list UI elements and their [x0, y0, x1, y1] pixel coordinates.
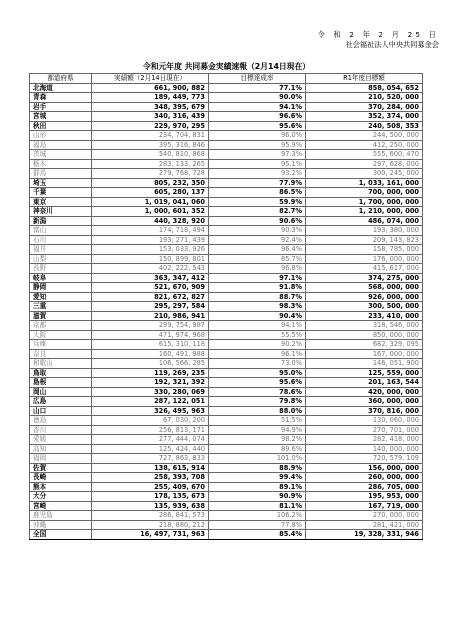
actual-cell: 471, 974, 968	[92, 330, 209, 340]
rate-cell: 99.4%	[209, 473, 306, 483]
target-cell: 850, 000, 000	[306, 330, 423, 340]
prefecture-cell: 宮城	[30, 112, 92, 122]
target-cell: 270, 000, 000	[306, 511, 423, 521]
actual-cell: 119, 269, 235	[92, 368, 209, 378]
table-row	[30, 482, 423, 492]
actual-cell: 160, 491, 988	[92, 349, 209, 359]
organization-name: 社会福祉法人中央共同募金会	[345, 40, 439, 49]
rate-cell: 81.1%	[209, 501, 306, 511]
total-rate: 85.4%	[209, 530, 306, 540]
target-cell: 318, 546, 000	[306, 321, 423, 331]
table-row	[30, 387, 423, 397]
actual-cell: 256, 813, 171	[92, 425, 209, 435]
table-row	[30, 283, 423, 293]
table-row	[30, 511, 423, 521]
target-cell: 486, 074, 000	[306, 216, 423, 226]
target-cell: 370, 284, 000	[306, 102, 423, 112]
rate-cell: 89.6%	[209, 444, 306, 454]
rate-cell: 82.7%	[209, 207, 306, 217]
table-row	[30, 340, 423, 350]
target-cell: 140, 000, 000	[306, 444, 423, 454]
target-cell: 270, 701, 000	[306, 425, 423, 435]
table-header-row	[30, 74, 423, 84]
rate-cell: 77.1%	[209, 83, 306, 93]
table-row	[30, 83, 423, 93]
table-row	[30, 216, 423, 226]
rate-cell: 90.3%	[209, 226, 306, 236]
actual-cell: 605, 280, 137	[92, 188, 209, 198]
target-cell: 233, 410, 000	[306, 311, 423, 321]
actual-cell: 174, 718, 494	[92, 226, 209, 236]
prefecture-cell: 三重	[30, 302, 92, 312]
actual-cell: 363, 347, 412	[92, 273, 209, 283]
actual-cell: 727, 863, 833	[92, 454, 209, 464]
table-row	[30, 188, 423, 198]
target-cell: 1, 033, 161, 000	[306, 178, 423, 188]
actual-cell: 295, 297, 584	[92, 302, 209, 312]
target-cell: 420, 000, 000	[306, 387, 423, 397]
target-cell: 195, 953, 000	[306, 492, 423, 502]
prefecture-cell: 福井	[30, 245, 92, 255]
table-row	[30, 321, 423, 331]
prefecture-cell: 宮崎	[30, 501, 92, 511]
target-cell: 193, 380, 000	[306, 226, 423, 236]
prefecture-cell: 大阪	[30, 330, 92, 340]
actual-cell: 106, 566, 285	[92, 359, 209, 369]
report-date: 令 和 2 年 2 月 25 日	[317, 30, 439, 39]
prefecture-cell: 京都	[30, 321, 92, 331]
prefecture-cell: 秋田	[30, 121, 92, 131]
table-row	[30, 463, 423, 473]
target-cell: 682, 329, 095	[306, 340, 423, 350]
prefecture-cell: 鹿児島	[30, 511, 92, 521]
table-row	[30, 406, 423, 416]
rate-cell: 97.3%	[209, 150, 306, 160]
prefecture-cell: 千葉	[30, 188, 92, 198]
table-row	[30, 264, 423, 274]
actual-cell: 326, 495, 963	[92, 406, 209, 416]
column-header-target: R1年度目標額	[306, 74, 423, 84]
prefecture-cell: 長崎	[30, 473, 92, 483]
prefecture-cell: 滋賀	[30, 311, 92, 321]
rate-cell: 90.9%	[209, 492, 306, 502]
actual-cell: 234, 704, 831	[92, 131, 209, 141]
actual-cell: 395, 316, 846	[92, 140, 209, 150]
rate-cell: 89.1%	[209, 482, 306, 492]
rate-cell: 85.7%	[209, 254, 306, 264]
table-row	[30, 302, 423, 312]
prefecture-cell: 埼玉	[30, 178, 92, 188]
prefecture-cell: 山口	[30, 406, 92, 416]
table-row	[30, 292, 423, 302]
table-row	[30, 397, 423, 407]
table-row	[30, 330, 423, 340]
target-cell: 412, 250, 000	[306, 140, 423, 150]
prefecture-cell: 青森	[30, 93, 92, 103]
target-cell: 297, 628, 000	[306, 159, 423, 169]
target-cell: 370, 816, 000	[306, 406, 423, 416]
rate-cell: 96.6%	[209, 112, 306, 122]
prefecture-cell: 和歌山	[30, 359, 92, 369]
prefecture-cell: 福岡	[30, 454, 92, 464]
actual-cell: 521, 670, 909	[92, 283, 209, 293]
rate-cell: 92.4%	[209, 235, 306, 245]
table-row	[30, 150, 423, 160]
rate-cell: 97.1%	[209, 273, 306, 283]
table-row	[30, 140, 423, 150]
table-row	[30, 235, 423, 245]
rate-cell: 88.7%	[209, 292, 306, 302]
actual-cell: 229, 970, 295	[92, 121, 209, 131]
actual-cell: 153, 033, 926	[92, 245, 209, 255]
target-cell: 281, 421, 000	[306, 520, 423, 530]
target-cell: 720, 579, 109	[306, 454, 423, 464]
target-cell: 374, 275, 000	[306, 273, 423, 283]
total-actual: 16, 497, 731, 963	[92, 530, 209, 540]
actual-cell: 210, 986, 941	[92, 311, 209, 321]
actual-cell: 821, 672, 827	[92, 292, 209, 302]
actual-cell: 258, 393, 708	[92, 473, 209, 483]
rate-cell: 77.8%	[209, 520, 306, 530]
prefecture-cell: 茨城	[30, 150, 92, 160]
target-cell: 130, 060, 000	[306, 416, 423, 426]
actual-cell: 805, 232, 350	[92, 178, 209, 188]
rate-cell: 94.1%	[209, 102, 306, 112]
prefecture-cell: 鳥取	[30, 368, 92, 378]
rate-cell: 86.5%	[209, 188, 306, 198]
rate-cell: 90.2%	[209, 340, 306, 350]
prefecture-cell: 沖縄	[30, 520, 92, 530]
rate-cell: 96.0%	[209, 131, 306, 141]
prefecture-cell: 神奈川	[30, 207, 92, 217]
table-row	[30, 359, 423, 369]
prefecture-cell: 岩手	[30, 102, 92, 112]
actual-cell: 218, 880, 212	[92, 520, 209, 530]
target-cell: 1, 210, 000, 000	[306, 207, 423, 217]
rate-cell: 95.9%	[209, 140, 306, 150]
table-row	[30, 159, 423, 169]
rate-cell: 95.0%	[209, 368, 306, 378]
rate-cell: 73.0%	[209, 359, 306, 369]
table-row	[30, 169, 423, 179]
rate-cell: 79.8%	[209, 397, 306, 407]
actual-cell: 402, 222, 543	[92, 264, 209, 274]
prefecture-cell: 熊本	[30, 482, 92, 492]
target-cell: 555, 600, 470	[306, 150, 423, 160]
table-row	[30, 178, 423, 188]
actual-cell: 279, 768, 728	[92, 169, 209, 179]
table-row	[30, 378, 423, 388]
target-cell: 700, 000, 000	[306, 188, 423, 198]
target-cell: 244, 500, 000	[306, 131, 423, 141]
prefecture-cell: 奈良	[30, 349, 92, 359]
rate-cell: 90.0%	[209, 93, 306, 103]
prefecture-cell: 山梨	[30, 254, 92, 264]
table-total-row	[30, 530, 423, 540]
rate-cell: 96.4%	[209, 245, 306, 255]
target-cell: 240, 508, 353	[306, 121, 423, 131]
rate-cell: 95.1%	[209, 159, 306, 169]
prefecture-cell: 長野	[30, 264, 92, 274]
actual-cell: 299, 754, 987	[92, 321, 209, 331]
actual-cell: 615, 310, 118	[92, 340, 209, 350]
table-row	[30, 501, 423, 511]
prefecture-cell: 栃木	[30, 159, 92, 169]
column-header-rate: 目標達成率	[209, 74, 306, 84]
column-header-actual: 実績額（2月14日現在）	[92, 74, 209, 84]
actual-cell: 67, 030, 200	[92, 416, 209, 426]
target-cell: 360, 000, 000	[306, 397, 423, 407]
target-cell: 125, 559, 000	[306, 368, 423, 378]
prefecture-cell: 愛知	[30, 292, 92, 302]
actual-cell: 340, 316, 439	[92, 112, 209, 122]
table-row	[30, 492, 423, 502]
table-row	[30, 226, 423, 236]
target-cell: 176, 000, 000	[306, 254, 423, 264]
rate-cell: 91.8%	[209, 283, 306, 293]
prefecture-cell: 岡山	[30, 387, 92, 397]
target-cell: 210, 520, 000	[306, 93, 423, 103]
table-row	[30, 349, 423, 359]
table-row	[30, 416, 423, 426]
table-row	[30, 254, 423, 264]
table-row	[30, 425, 423, 435]
target-cell: 167, 719, 000	[306, 501, 423, 511]
table-body	[30, 83, 423, 530]
prefecture-cell: 山形	[30, 131, 92, 141]
prefecture-cell: 石川	[30, 235, 92, 245]
target-cell: 156, 000, 000	[306, 463, 423, 473]
target-cell: 158, 785, 000	[306, 245, 423, 255]
rate-cell: 78.6%	[209, 387, 306, 397]
table-row	[30, 368, 423, 378]
table-row	[30, 273, 423, 283]
rate-cell: 95.6%	[209, 378, 306, 388]
target-cell: 209, 143, 823	[306, 235, 423, 245]
table-row	[30, 207, 423, 217]
target-cell: 568, 000, 000	[306, 283, 423, 293]
table-row	[30, 112, 423, 122]
prefecture-cell: 静岡	[30, 283, 92, 293]
table-row	[30, 131, 423, 141]
prefecture-cell: 佐賀	[30, 463, 92, 473]
table-row	[30, 93, 423, 103]
prefecture-cell: 大分	[30, 492, 92, 502]
rate-cell: 90.4%	[209, 311, 306, 321]
prefecture-cell: 群馬	[30, 169, 92, 179]
rate-cell: 98.2%	[209, 435, 306, 445]
prefecture-cell: 広島	[30, 397, 92, 407]
rate-cell: 51.5%	[209, 416, 306, 426]
table-row	[30, 121, 423, 131]
column-header-prefecture: 都道府県	[30, 74, 92, 84]
actual-cell: 193, 271, 439	[92, 235, 209, 245]
rate-cell: 106.2%	[209, 511, 306, 521]
target-cell: 352, 374, 000	[306, 112, 423, 122]
actual-cell: 330, 280, 069	[92, 387, 209, 397]
prefecture-cell: 新潟	[30, 216, 92, 226]
table-row	[30, 473, 423, 483]
rate-cell: 94.9%	[209, 425, 306, 435]
prefecture-cell: 高知	[30, 444, 92, 454]
actual-cell: 440, 328, 920	[92, 216, 209, 226]
target-cell: 926, 000, 000	[306, 292, 423, 302]
table-row	[30, 520, 423, 530]
prefecture-cell: 愛媛	[30, 435, 92, 445]
target-cell: 146, 051, 900	[306, 359, 423, 369]
target-cell: 300, 500, 000	[306, 302, 423, 312]
actual-cell: 1, 000, 601, 352	[92, 207, 209, 217]
table-row	[30, 435, 423, 445]
prefecture-cell: 富山	[30, 226, 92, 236]
report-title: 令和元年度 共同募金実績速報（2月14日現在）	[142, 62, 311, 71]
table-row	[30, 197, 423, 207]
table-row	[30, 444, 423, 454]
actual-cell: 661, 900, 882	[92, 83, 209, 93]
target-cell: 300, 245, 000	[306, 169, 423, 179]
actual-cell: 287, 122, 051	[92, 397, 209, 407]
actual-cell: 283, 133, 265	[92, 159, 209, 169]
actual-cell: 192, 321, 392	[92, 378, 209, 388]
actual-cell: 540, 810, 868	[92, 150, 209, 160]
actual-cell: 178, 135, 673	[92, 492, 209, 502]
target-cell: 286, 705, 000	[306, 482, 423, 492]
total-label: 全国	[30, 530, 92, 540]
rate-cell: 98.3%	[209, 302, 306, 312]
table-row	[30, 102, 423, 112]
prefecture-cell: 福島	[30, 140, 92, 150]
actual-cell: 135, 939, 638	[92, 501, 209, 511]
rate-cell: 101.0%	[209, 454, 306, 464]
rate-cell: 55.5%	[209, 330, 306, 340]
actual-cell: 348, 395, 679	[92, 102, 209, 112]
actual-cell: 138, 615, 914	[92, 463, 209, 473]
actual-cell: 255, 409, 670	[92, 482, 209, 492]
prefecture-cell: 島根	[30, 378, 92, 388]
actual-cell: 1, 019, 041, 060	[92, 197, 209, 207]
rate-cell: 96.8%	[209, 264, 306, 274]
table-row	[30, 245, 423, 255]
target-cell: 260, 000, 000	[306, 473, 423, 483]
actual-cell: 125, 424, 440	[92, 444, 209, 454]
target-cell: 858, 054, 652	[306, 83, 423, 93]
actual-cell: 150, 899, 801	[92, 254, 209, 264]
actual-cell: 277, 444, 074	[92, 435, 209, 445]
rate-cell: 59.9%	[209, 197, 306, 207]
rate-cell: 96.1%	[209, 349, 306, 359]
actual-cell: 189, 449, 773	[92, 93, 209, 103]
rate-cell: 90.6%	[209, 216, 306, 226]
prefecture-cell: 徳島	[30, 416, 92, 426]
rate-cell: 93.2%	[209, 169, 306, 179]
donation-results-table	[29, 73, 423, 540]
prefecture-cell: 香川	[30, 425, 92, 435]
rate-cell: 88.0%	[209, 406, 306, 416]
prefecture-cell: 東京	[30, 197, 92, 207]
prefecture-cell: 兵庫	[30, 340, 92, 350]
actual-cell: 286, 841, 573	[92, 511, 209, 521]
rate-cell: 88.9%	[209, 463, 306, 473]
target-cell: 415, 617, 000	[306, 264, 423, 274]
table-row	[30, 454, 423, 464]
target-cell: 1, 700, 000, 000	[306, 197, 423, 207]
rate-cell: 77.9%	[209, 178, 306, 188]
rate-cell: 94.1%	[209, 321, 306, 331]
table-row	[30, 311, 423, 321]
target-cell: 282, 418, 000	[306, 435, 423, 445]
target-cell: 167, 000, 000	[306, 349, 423, 359]
prefecture-cell: 北海道	[30, 83, 92, 93]
prefecture-cell: 岐阜	[30, 273, 92, 283]
rate-cell: 95.6%	[209, 121, 306, 131]
target-cell: 201, 163, 544	[306, 378, 423, 388]
total-target: 19, 328, 331, 946	[306, 530, 423, 540]
